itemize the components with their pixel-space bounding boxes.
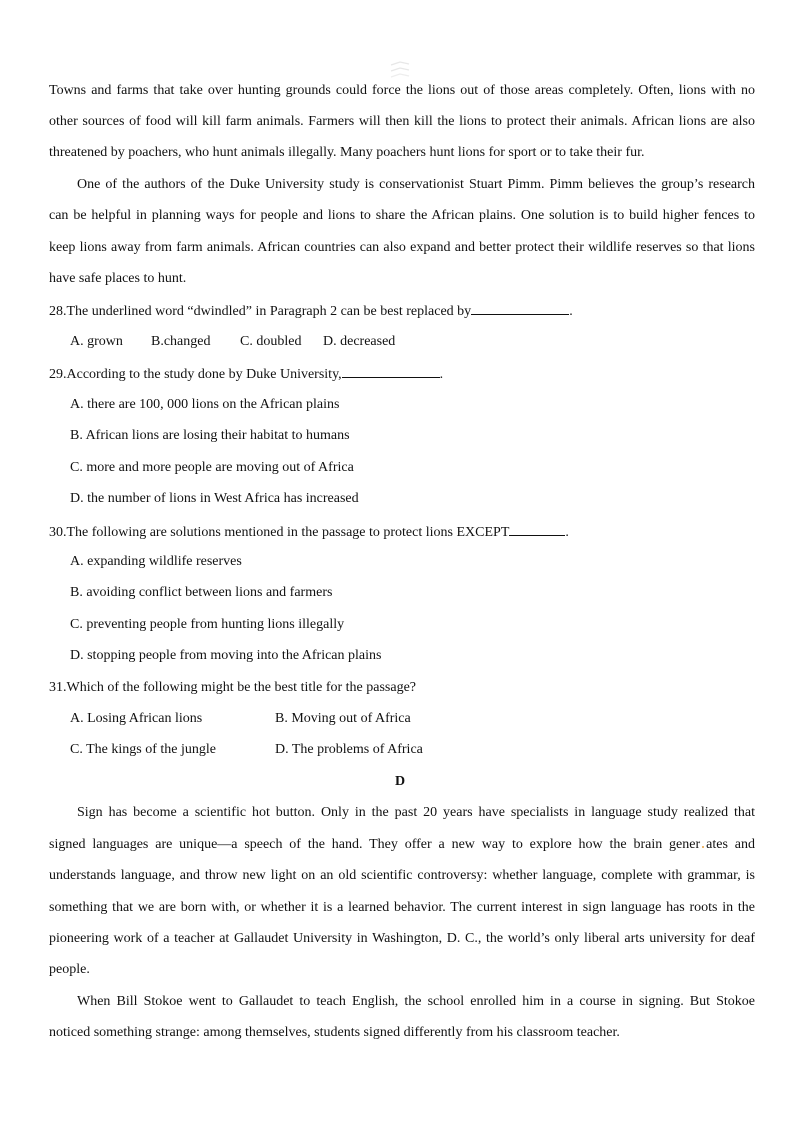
option-c[interactable]: C. more and more people are moving out of Africa bbox=[70, 460, 354, 475]
question-stem bbox=[49, 363, 755, 383]
question-stem bbox=[49, 678, 755, 698]
text-line: Towns and farms that take over hunting grounds could force the lions out of those areas completely. Often, lions with no bbox=[49, 83, 755, 98]
option-a[interactable]: A. grown bbox=[70, 334, 123, 349]
option-a[interactable]: A. expanding wildlife reserves bbox=[70, 554, 242, 569]
text-line: noticed something strange: among themselves, students signed differently from his classroom teacher. bbox=[49, 1025, 620, 1040]
option-b[interactable]: B.changed bbox=[151, 334, 211, 349]
question-end: . bbox=[569, 304, 573, 319]
option-d[interactable]: D. stopping people from moving into the African plains bbox=[70, 648, 382, 663]
option-b[interactable]: B. Moving out of Africa bbox=[275, 711, 411, 726]
option-c[interactable]: C. The kings of the jungle bbox=[70, 742, 216, 757]
question-number: 28. bbox=[49, 304, 67, 319]
text-line: Sign has become a scientific hot button. Only in the past 20 years have specialists in language study realized that bbox=[77, 805, 755, 820]
question-number: 30. bbox=[49, 525, 67, 540]
question-number: 31. bbox=[49, 680, 67, 695]
question-end: . bbox=[565, 525, 569, 540]
question-stem bbox=[49, 521, 755, 541]
text-fragment: signed languages are unique—a speech of the hand. They offer a new way to explore how the brain gener bbox=[49, 837, 701, 852]
option-c[interactable]: C. preventing people from hunting lions illegally bbox=[70, 617, 345, 632]
option-c[interactable]: C. doubled bbox=[240, 334, 302, 349]
scan-artifact-dot bbox=[702, 846, 704, 848]
text-line: something that we are born with, or whether it is a learned behavior. The current interest in sign language has roots in the bbox=[49, 900, 755, 915]
option-d[interactable]: D. The problems of Africa bbox=[275, 742, 423, 757]
text-line: keep lions away from farm animals. African countries can also expand and better protect their wildlife reserves so that lions bbox=[49, 240, 755, 255]
text-line: other sources of food will kill farm animals. Farmers will then kill the lions to protect their animals. African lions are also bbox=[49, 114, 755, 129]
text-line: threatened by poachers, who hunt animals illegally. Many poachers hunt lions for sport or to take their fur. bbox=[49, 145, 645, 160]
answer-blank[interactable] bbox=[471, 300, 569, 315]
option-b[interactable]: B. avoiding conflict between lions and farmers bbox=[70, 585, 333, 600]
question-text: The following are solutions mentioned in the passage to protect lions EXCEPT bbox=[66, 525, 510, 540]
question-text: The underlined word “dwindled” in Paragraph 2 can be best replaced by bbox=[66, 304, 472, 319]
question-text: According to the study done by Duke University, bbox=[66, 367, 342, 382]
text-fragment: ates and bbox=[706, 837, 755, 852]
option-a[interactable]: A. there are 100, 000 lions on the African plains bbox=[70, 397, 340, 412]
question-number: 29. bbox=[49, 367, 67, 382]
question-end: . bbox=[439, 367, 444, 382]
answer-blank[interactable] bbox=[509, 521, 565, 536]
question-stem bbox=[49, 300, 755, 320]
answer-blank[interactable] bbox=[342, 363, 440, 378]
text-line: can be helpful in planning ways for people and lions to share the African plains. One solution is to build higher fences to bbox=[49, 208, 755, 223]
text-line: have safe places to hunt. bbox=[49, 271, 187, 286]
section-heading: D bbox=[394, 774, 406, 789]
option-a[interactable]: A. Losing African lions bbox=[70, 711, 203, 726]
text-line: pioneering work of a teacher at Gallaudet University in Washington, D. C., the world’s only liberal arts university for deaf bbox=[49, 931, 755, 946]
text-line: understands language, and throw new light on an old scientific controversy: whether language, complete with grammar, is bbox=[49, 868, 755, 883]
text-line: people. bbox=[49, 962, 90, 977]
watermark-icon bbox=[388, 58, 412, 82]
option-b[interactable]: B. African lions are losing their habitat to humans bbox=[70, 428, 350, 443]
text-line: When Bill Stokoe went to Gallaudet to teach English, the school enrolled him in a course in signing. But Stokoe bbox=[77, 994, 755, 1009]
option-d[interactable]: D. the number of lions in West Africa has increased bbox=[70, 491, 359, 506]
text-line: One of the authors of the Duke University study is conservationist Stuart Pimm. Pimm believes the group’s research bbox=[77, 177, 755, 192]
option-d[interactable]: D. decreased bbox=[323, 334, 396, 349]
text-line bbox=[49, 835, 755, 855]
question-text: Which of the following might be the best title for the passage? bbox=[66, 680, 417, 695]
